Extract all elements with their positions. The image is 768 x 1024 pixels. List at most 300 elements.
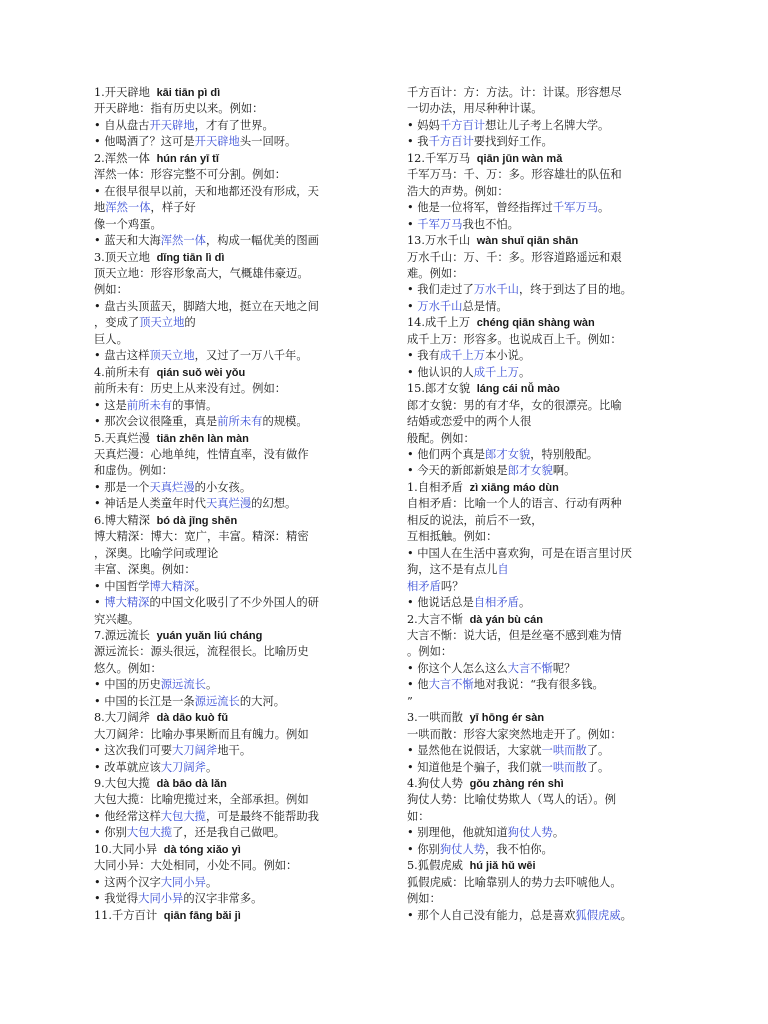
idiom-highlight: 天真烂漫 — [205, 497, 252, 511]
text-run: ，特别般配。 — [530, 447, 599, 461]
idiom-highlight: 自相矛盾 — [473, 596, 519, 610]
example-sentence-line — [407, 118, 679, 134]
text-line — [407, 727, 679, 743]
text-run: 狗仗人势：比喻仗势欺人（骂人的话）。例 — [407, 793, 616, 807]
text-line — [407, 513, 679, 529]
idiom-highlight: 顶天立地 — [149, 349, 195, 363]
text-run: 11.千方百计 — [94, 908, 161, 922]
text-line — [407, 496, 679, 512]
text-run: 4.狗仗人势 — [407, 777, 467, 791]
example-sentence-line — [407, 661, 679, 677]
text-run: 。 — [194, 579, 206, 593]
text-run: • 蓝天和大海 — [94, 234, 161, 248]
text-run: 巨人。 — [94, 332, 128, 346]
example-sentence-line — [407, 217, 679, 233]
text-run: • 中国的长江是一条 — [94, 694, 195, 708]
text-run: 的规模。 — [262, 415, 308, 429]
text-line — [94, 727, 394, 743]
example-sentence-line — [94, 825, 394, 841]
idiom-heading-line — [407, 315, 679, 331]
left-column — [94, 85, 394, 924]
pinyin: gǒu zhàng rén shì — [469, 778, 564, 791]
pinyin: hún rán yī tǐ — [156, 152, 219, 165]
example-sentence-line — [94, 875, 394, 891]
text-run: • 他说话总是 — [407, 596, 474, 610]
text-line — [94, 612, 394, 628]
text-run: 究兴趣。 — [94, 612, 140, 626]
text-line — [94, 315, 394, 331]
idiom-highlight: 大言不惭 — [428, 678, 474, 692]
text-run: 。 — [620, 908, 632, 922]
idiom-highlight: 源远流长 — [194, 694, 240, 708]
text-run: ，我不怕你。 — [485, 842, 553, 856]
text-line — [94, 266, 394, 282]
text-run: 。 — [205, 678, 218, 692]
pinyin: láng cái nǚ mào — [476, 383, 560, 396]
text-run: 了。 — [586, 744, 610, 758]
text-run: • — [407, 299, 418, 313]
text-run: 2.浑然一体 — [94, 151, 154, 165]
text-run: ” — [407, 694, 413, 708]
text-run: 狗，这不是有点儿 — [407, 563, 498, 577]
example-sentence-line — [407, 200, 679, 216]
text-run: • 他是一位将军，曾经指挥过 — [407, 201, 553, 215]
idiom-heading-line — [94, 908, 394, 924]
idiom-highlight: 千方百计 — [439, 118, 486, 132]
text-run: 丰富、深奥。例如： — [94, 563, 196, 577]
idiom-highlight: 狐假虎威 — [575, 908, 621, 922]
idiom-highlight: 浑然一体 — [105, 201, 151, 215]
text-run: 的中国文化吸引了不少外国人的研 — [149, 596, 319, 610]
example-sentence-line — [94, 496, 394, 512]
text-run: 了，还是我自己做吧。 — [172, 826, 286, 840]
text-run: 8.大刀阔斧 — [94, 711, 154, 725]
text-run: 头一回呀。 — [239, 135, 297, 149]
idiom-heading-line — [94, 628, 394, 644]
text-run: 3.一哄而散 — [407, 711, 467, 725]
pinyin: wàn shuǐ qiān shān — [476, 235, 579, 248]
pinyin: dǐng tiān lì dì — [156, 251, 225, 264]
text-line — [94, 644, 394, 660]
example-sentence-line — [94, 414, 394, 430]
text-run: 。例如： — [407, 645, 453, 659]
text-run: ，变成了 — [94, 316, 140, 330]
idiom-highlight: 万水千山 — [473, 283, 519, 297]
text-run: 开天辟地：指有历史以来。例如： — [94, 102, 264, 116]
text-run: 想让儿子考上名牌大学。 — [485, 118, 610, 132]
idiom-highlight: 天真烂漫 — [149, 480, 195, 494]
text-run: • 他 — [407, 678, 429, 692]
pinyin: bó dà jīng shēn — [156, 514, 238, 527]
text-line — [407, 398, 679, 414]
pinyin: kāi tiān pì dì — [156, 87, 221, 99]
text-run: • — [94, 596, 105, 610]
example-sentence-line — [94, 677, 394, 693]
text-run: 6.博大精深 — [94, 513, 154, 527]
text-run: 结婚或恋爱中的两个人很 — [407, 415, 532, 429]
text-run: 。 — [518, 596, 531, 610]
text-run: • 盘古这样 — [94, 349, 150, 363]
idiom-heading-line — [94, 151, 394, 167]
idiom-highlight: 相矛盾 — [407, 579, 441, 593]
idiom-heading-line — [407, 233, 679, 249]
idiom-highlight: 顶天立地 — [139, 316, 185, 330]
idiom-highlight: 一哄而散 — [541, 760, 587, 774]
idiom-highlight: 博大精深 — [104, 596, 150, 610]
text-line — [94, 792, 394, 808]
example-sentence-line — [94, 694, 394, 710]
text-run: • 妈妈 — [407, 118, 440, 132]
pinyin: chéng qiān shàng wàn — [476, 317, 595, 330]
idiom-highlight: 大同小异 — [160, 875, 206, 889]
text-line — [94, 200, 394, 216]
idiom-highlight: 成千上万 — [473, 365, 519, 379]
text-run: 互相抵触。例如： — [407, 530, 498, 544]
idiom-heading-line — [407, 858, 679, 874]
text-run: 。 — [598, 201, 610, 215]
text-run: 狐假虎威：比喻靠别人的势力去吓唬他人。 — [407, 875, 622, 889]
text-run: 的幻想。 — [251, 497, 297, 511]
text-line — [407, 644, 679, 660]
text-run: • 他喝酒了？这可是 — [94, 135, 195, 149]
text-run: 13.万水千山 — [407, 234, 474, 248]
idiom-highlight: 千方百计 — [428, 135, 474, 149]
pinyin: qiān jūn wàn mǎ — [476, 152, 563, 165]
text-line — [94, 546, 394, 562]
idiom-heading-line — [94, 85, 394, 101]
text-line — [407, 809, 679, 825]
text-run: • 他认识的人 — [407, 365, 474, 379]
text-line — [407, 562, 679, 578]
text-line — [407, 792, 679, 808]
text-run: 1.自相矛盾 — [407, 480, 467, 494]
text-line — [94, 101, 394, 117]
text-line — [407, 529, 679, 545]
text-run: 地对我说：“我有很多钱。 — [473, 678, 604, 692]
idiom-highlight: 浑然一体 — [160, 234, 206, 248]
text-run: ，可是最终不能帮助我 — [205, 809, 319, 823]
text-run: 浑然一体：形容完整不可分割。例如： — [94, 168, 287, 182]
text-run: 的 — [184, 316, 196, 330]
example-sentence-line — [407, 299, 679, 315]
text-line — [407, 628, 679, 644]
text-line — [407, 875, 679, 891]
example-sentence-line — [407, 595, 679, 611]
idiom-highlight: 源远流长 — [160, 678, 206, 692]
text-line — [407, 431, 679, 447]
text-run: 一哄而散：形容大家突然地走开了。例如： — [407, 727, 622, 741]
example-sentence-line — [94, 595, 394, 611]
idiom-heading-line — [407, 480, 679, 496]
text-run: • 我 — [407, 135, 429, 149]
pinyin: tiān zhēn làn màn — [156, 432, 249, 445]
text-line — [407, 332, 679, 348]
example-sentence-line — [94, 184, 394, 200]
text-line — [407, 414, 679, 430]
idiom-highlight: 开天辟地 — [149, 118, 195, 132]
text-run: 前所未有：历史上从来没有过。例如： — [94, 382, 287, 396]
idiom-highlight: 千军万马 — [417, 217, 463, 231]
text-run: 例如： — [407, 892, 441, 906]
example-sentence-line — [407, 282, 679, 298]
idiom-heading-line — [407, 381, 679, 397]
text-run: 例如： — [94, 283, 128, 297]
idiom-heading-line — [407, 151, 679, 167]
pinyin: yuán yuǎn liú cháng — [156, 629, 263, 642]
text-run: 呢？ — [552, 661, 576, 675]
text-run: 相反的说法，前后不一致， — [407, 513, 543, 527]
text-run: 千军万马：千、万：多。形容雄壮的队伍和 — [407, 168, 622, 182]
text-line — [94, 858, 394, 874]
idiom-heading-line — [407, 612, 679, 628]
right-column — [407, 85, 679, 924]
example-sentence-line — [94, 760, 394, 776]
text-run: 1.开天辟地 — [94, 86, 154, 99]
text-run: • 这两个汉字 — [94, 875, 161, 889]
text-run: • 我有 — [407, 349, 440, 363]
text-run: 7.源远流长 — [94, 628, 154, 642]
text-run: • 那个人自己没有能力，总是喜欢 — [407, 908, 576, 922]
text-run: ，构成一幅优美的图画 — [205, 234, 319, 248]
text-run: 的事情。 — [172, 398, 218, 412]
text-run: 地 — [94, 201, 106, 215]
text-run: • 中国的历史 — [94, 678, 161, 692]
text-run: 大同小异：大处相同，小处不同。例如： — [94, 859, 298, 873]
idiom-highlight: 郎才女貌 — [485, 447, 531, 461]
text-line — [94, 167, 394, 183]
text-run: 10.大同小异 — [94, 842, 161, 856]
text-run: 12.千军万马 — [407, 151, 474, 165]
text-run: 顶天立地：形容形象高大，气概雄伟豪迈。 — [94, 266, 309, 280]
text-line — [407, 694, 679, 710]
text-run: 。 — [518, 365, 531, 379]
text-run: 的小女孩。 — [194, 480, 252, 494]
text-run: 万水千山：万、千：多。形容道路遥远和艰 — [407, 250, 622, 264]
text-run: 15.郎才女貌 — [407, 382, 474, 396]
text-run: 。 — [552, 826, 565, 840]
example-sentence-line — [94, 480, 394, 496]
text-run: • 这是 — [94, 398, 127, 412]
text-run: • 他们两个真是 — [407, 447, 486, 461]
idiom-highlight: 大刀阔斧 — [172, 744, 218, 758]
text-run: • 自从盘古 — [94, 118, 150, 132]
text-run: • 我们走过了 — [407, 283, 474, 297]
example-sentence-line — [94, 891, 394, 907]
text-line — [94, 463, 394, 479]
text-run: 和虚伪。例如： — [94, 464, 174, 478]
example-sentence-line — [407, 743, 679, 759]
text-run: 要找到好工作。 — [473, 135, 553, 149]
idiom-highlight: 大包大揽 — [126, 826, 173, 840]
example-sentence-line — [407, 842, 679, 858]
text-line — [94, 332, 394, 348]
idiom-highlight: 千军万马 — [552, 201, 599, 215]
pinyin: yī hōng ér sàn — [469, 712, 545, 725]
text-run: ，深奥。比喻学问或理论 — [94, 546, 219, 560]
text-run: 天真烂漫：心地单纯，性情直率，没有做作 — [94, 447, 309, 461]
pinyin: dà bāo dà lǎn — [156, 778, 227, 791]
text-run: • 他经常这样 — [94, 809, 161, 823]
text-line — [94, 529, 394, 545]
example-sentence-line — [94, 398, 394, 414]
text-run: 大刀阔斧：比喻办事果断而且有魄力。例如 — [94, 727, 309, 741]
idiom-highlight: 前所未有 — [217, 415, 263, 429]
text-line — [94, 381, 394, 397]
text-run: 了。 — [586, 760, 610, 774]
text-run: 像一个鸡蛋。 — [94, 217, 162, 231]
text-line — [94, 562, 394, 578]
example-sentence-line — [94, 743, 394, 759]
idiom-heading-line — [407, 776, 679, 792]
example-sentence-line — [94, 118, 394, 134]
text-run: 14.成千上万 — [407, 316, 474, 330]
text-run: 悠久。例如： — [94, 661, 162, 675]
text-run: 般配。例如： — [407, 431, 475, 445]
text-run: • 今天的新郎新娘是 — [407, 464, 508, 478]
text-line — [407, 250, 679, 266]
idiom-highlight: 前所未有 — [126, 398, 173, 412]
text-run: • 盘古头顶蓝天，脚踏大地，挺立在天地之间 — [94, 299, 319, 313]
text-run: 成千上万：形容多。也说成百上千。例如： — [407, 332, 622, 346]
text-run: 博大精深：博大：宽广，丰富。精深：精密 — [94, 530, 309, 544]
text-run: • 你别 — [407, 842, 440, 856]
text-run: 本小说。 — [485, 349, 531, 363]
idiom-highlight: 万水千山 — [417, 299, 463, 313]
idiom-highlight: 大言不惭 — [507, 661, 553, 675]
idiom-highlight: 大包大揽 — [160, 809, 206, 823]
text-line — [94, 217, 394, 233]
text-run: 啊。 — [552, 464, 576, 478]
pinyin: qiān fāng bǎi jì — [163, 909, 241, 922]
idiom-highlight: 大同小异 — [138, 892, 184, 906]
pinyin: dà dāo kuò fǔ — [156, 712, 229, 725]
text-run: 5.狐假虎威 — [407, 859, 467, 873]
text-run: 郎才女貌：男的有才华，女的很漂亮。比喻 — [407, 398, 622, 412]
text-run: • 那是一个 — [94, 480, 150, 494]
text-run: • 别理他，他就知道 — [407, 826, 508, 840]
idiom-heading-line — [94, 842, 394, 858]
idiom-heading-line — [94, 431, 394, 447]
text-run: ，样子好 — [150, 201, 196, 215]
text-run: • 你别 — [94, 826, 127, 840]
text-run: ，才有了世界。 — [194, 118, 274, 132]
text-line — [407, 266, 679, 282]
pinyin: zì xiāng máo dùn — [469, 481, 559, 494]
text-run: 4.前所未有 — [94, 365, 154, 379]
text-run: • 在很早很早以前，天和地都还没有形成，天 — [94, 184, 319, 198]
text-run: 9.大包大揽 — [94, 777, 154, 791]
example-sentence-line — [407, 825, 679, 841]
text-run: 难。例如： — [407, 266, 464, 280]
idiom-highlight: 大刀阔斧 — [160, 760, 206, 774]
text-run: • 知道他是个骗子，我们就 — [407, 760, 542, 774]
text-run: 源远流长：源头很远，流程很长。比喻历史 — [94, 645, 309, 659]
text-run: • — [407, 217, 418, 231]
idiom-highlight: 自 — [497, 563, 509, 577]
idiom-highlight: 狗仗人势 — [439, 842, 486, 856]
example-sentence-line — [407, 760, 679, 776]
pinyin: qián suǒ wèi yǒu — [156, 366, 246, 379]
text-line — [407, 891, 679, 907]
text-run: 如： — [407, 809, 430, 823]
text-run: • 你这个人怎么这么 — [407, 661, 508, 675]
text-run: • 那次会议很隆重，真是 — [94, 415, 218, 429]
example-sentence-line — [407, 908, 679, 924]
text-line — [94, 282, 394, 298]
text-run: 2.大言不惭 — [407, 612, 467, 626]
example-sentence-line — [407, 463, 679, 479]
example-sentence-line — [94, 579, 394, 595]
idiom-highlight: 狗仗人势 — [507, 826, 553, 840]
idiom-heading-line — [94, 776, 394, 792]
idiom-highlight: 博大精深 — [149, 579, 195, 593]
text-run: 地干。 — [217, 744, 252, 758]
text-run: • 中国哲学 — [94, 579, 150, 593]
text-run: ，又过了一万八千年。 — [194, 349, 308, 363]
example-sentence-line — [407, 546, 679, 562]
text-run: • 神话是人类童年时代 — [94, 497, 206, 511]
idiom-highlight: 成千上万 — [439, 349, 486, 363]
text-line — [407, 579, 679, 595]
example-sentence-line — [94, 809, 394, 825]
text-run: 一切办法，用尽种种计谋。 — [407, 102, 543, 116]
text-run: • 中国人在生活中喜欢狗，可是在语言里讨厌 — [407, 546, 632, 560]
text-run: 。 — [205, 875, 218, 889]
idiom-heading-line — [94, 365, 394, 381]
text-line — [407, 184, 679, 200]
example-sentence-line — [407, 365, 679, 381]
text-run: 大包大揽：比喻兜揽过来，全部承担。例如 — [94, 793, 309, 807]
text-line — [94, 661, 394, 677]
text-line — [407, 167, 679, 183]
text-run: 大言不惭：说大话，但是丝毫不感到难为情 — [407, 628, 622, 642]
example-sentence-line — [407, 677, 679, 693]
example-sentence-line — [407, 447, 679, 463]
example-sentence-line — [94, 233, 394, 249]
text-run: • 这次我们可要 — [94, 744, 173, 758]
text-run: 3.顶天立地 — [94, 250, 154, 264]
pinyin: hú jiǎ hǔ wēi — [469, 860, 536, 873]
example-sentence-line — [94, 299, 394, 315]
text-run: • 改革就应该 — [94, 760, 161, 774]
text-run: 自相矛盾：比喻一个人的语言、行动有两种 — [407, 497, 622, 511]
text-run: ，终于到达了目的地。 — [518, 283, 632, 297]
text-run: 总是情。 — [462, 299, 508, 313]
text-run: 的汉字非常多。 — [183, 892, 263, 906]
text-run: 吗？ — [440, 579, 464, 593]
text-run: 我也不怕。 — [462, 217, 519, 231]
text-line — [407, 85, 679, 101]
text-run: 5.天真烂漫 — [94, 431, 154, 445]
pinyin: dà tóng xiǎo yì — [163, 843, 241, 856]
idiom-heading-line — [94, 710, 394, 726]
text-run: • 我觉得 — [94, 892, 139, 906]
example-sentence-line — [94, 134, 394, 150]
text-line — [94, 447, 394, 463]
example-sentence-line — [407, 348, 679, 364]
text-run: 千方百计：方：方法。计：计谋。形容想尽 — [407, 86, 622, 99]
idiom-highlight: 一哄而散 — [541, 744, 587, 758]
idiom-highlight: 开天辟地 — [194, 135, 240, 149]
example-sentence-line — [407, 134, 679, 150]
text-line — [407, 101, 679, 117]
idiom-heading-line — [94, 250, 394, 266]
text-run: 的大河。 — [239, 694, 286, 708]
idiom-heading-line — [407, 710, 679, 726]
idiom-highlight: 郎才女貌 — [507, 464, 553, 478]
pinyin: dà yán bù cán — [469, 613, 543, 626]
text-run: • 显然他在说假话，大家就 — [407, 744, 542, 758]
